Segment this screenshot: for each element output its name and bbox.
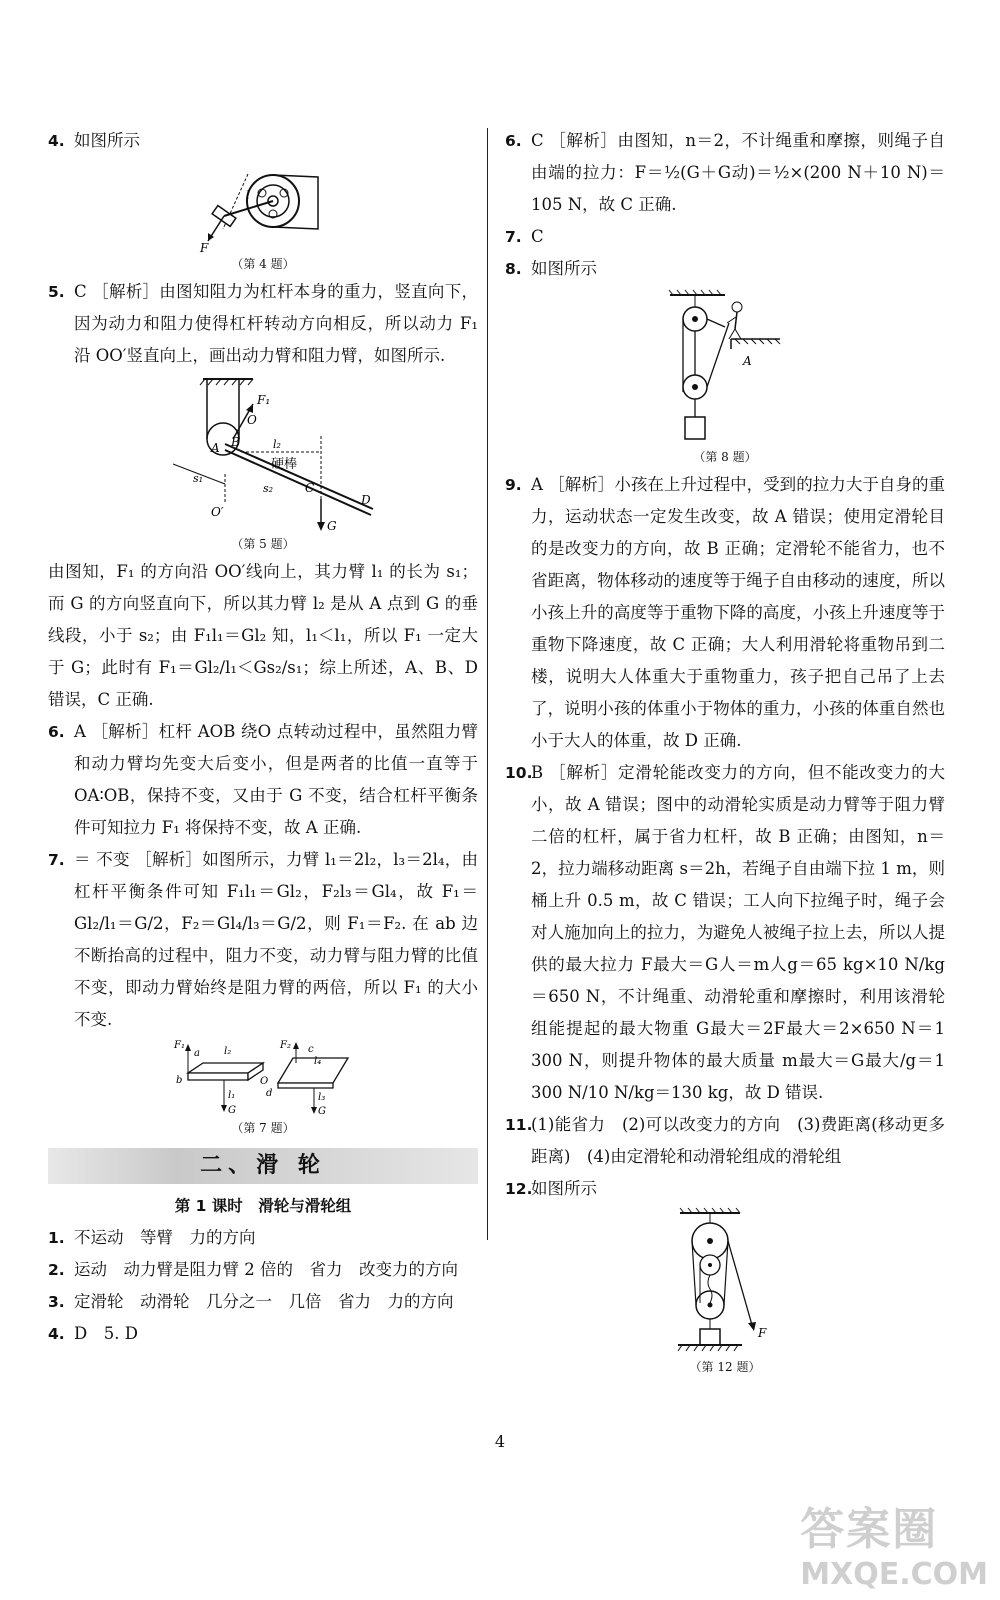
- page-number: 4: [494, 1432, 506, 1451]
- answer-text: 如图所示: [531, 259, 597, 278]
- plate-lever-diagram: [168, 1038, 358, 1118]
- figure-caption: （第 12 题）: [689, 1360, 761, 1374]
- answer-number: 3.: [48, 1293, 65, 1311]
- pulley-lever-diagram: [188, 159, 338, 254]
- answer-text: (1)能省力 (2)可以改变力的方向 (3)费距离(移动更多距离) (4)由定滑轮和动滑轮组成的滑轮组: [531, 1115, 945, 1166]
- figure-8: [505, 287, 945, 465]
- answer-number: 6.: [505, 132, 522, 150]
- answer-text: A ［解析］小孩在上升过程中，受到的拉力大于自身的重力，运动状态一定发生改变，故 A 错误；使用定滑轮目的是改变力的方向，故 B 正确；定滑轮不能省力，也不省距离，物体移动的速度等于绳子自由移动的速度，所以小孩上升的高度等于重物下降的高度，小孩上升速度等于重物下降速度，故 C 正确；大人利用滑轮将重物吊到二楼，说明大人体重大于重物重力，孩子把自己吊了上去了，说明小孩的体重小于物体的重力，小孩的体重自然也小于大人的体重，故 D 正确.: [531, 475, 945, 750]
- answer-5: [48, 276, 478, 372]
- label-l1: l₁: [228, 1090, 236, 1101]
- label-A: A: [211, 441, 220, 455]
- answer-r9: [505, 469, 945, 757]
- answer-number: 9.: [505, 476, 522, 494]
- label-G: G: [327, 519, 337, 533]
- figure-caption: （第 7 题）: [231, 1121, 295, 1135]
- arm-label: l: [246, 189, 250, 202]
- answer-number: 11.: [505, 1116, 533, 1134]
- answer-7: [48, 844, 478, 1036]
- answer-number: 2.: [48, 1261, 65, 1279]
- answer-r12: [505, 1173, 945, 1205]
- answer-number: 7.: [48, 851, 65, 869]
- label-O: O: [260, 1076, 269, 1087]
- label-A: A: [743, 354, 752, 368]
- answer-number: 12.: [505, 1180, 533, 1198]
- answer-text: 定滑轮 动滑轮 几分之一 几倍 省力 力的方向: [74, 1292, 454, 1311]
- answer-4: [48, 125, 478, 157]
- label-F1: F₁: [257, 393, 271, 407]
- label-l2: l₂: [273, 438, 281, 451]
- label-rod: 硬棒: [271, 457, 298, 472]
- answer-text: 如图所示: [74, 131, 140, 150]
- label-G: G: [228, 1105, 236, 1116]
- label-G-2: G: [318, 1106, 326, 1117]
- answer-3: [48, 1286, 478, 1318]
- answer-text: 不运动 等臂 力的方向: [74, 1228, 256, 1247]
- answer-r7: [505, 221, 945, 253]
- watermark-url: MXQE.COM: [800, 1557, 988, 1592]
- label-C: C: [305, 481, 315, 495]
- label-F1: F₁: [174, 1040, 185, 1051]
- figure-5: [48, 374, 478, 552]
- column-divider: [487, 128, 488, 1240]
- answer-number: 10.: [505, 764, 533, 782]
- figure-4: [48, 159, 478, 272]
- right-column: [505, 125, 945, 1379]
- answer-r11: [505, 1109, 945, 1173]
- answer-text: C: [531, 227, 544, 246]
- lesson-title: 第 1 课时 滑轮与滑轮组: [174, 1197, 352, 1215]
- answer-text: C ［解析］由图知，n＝2，不计绳重和摩擦，则绳子自由端的拉力：F＝½(G＋G动)＝½×(200 N＋10 N)＝105 N，故 C 正确.: [531, 131, 945, 214]
- figure-caption: （第 4 题）: [231, 257, 295, 271]
- label-a: a: [194, 1048, 200, 1059]
- label-F2: F₂: [280, 1040, 291, 1051]
- answer-text: C ［解析］由图知阻力为杠杆本身的重力，竖直向下，因为动力和阻力使得杠杆转动方向相反，所以动力 F₁ 沿 OO′竖直向上，画出动力臂和阻力臂，如图所示.: [74, 282, 478, 365]
- section-title: 二、滑 轮: [200, 1153, 326, 1178]
- force-label: F: [200, 241, 209, 254]
- pulley-block-diagram: [670, 1207, 780, 1357]
- answer-6: [48, 716, 478, 844]
- answer-text: 运动 动力臂是阻力臂 2 倍的 省力 改变力的方向: [74, 1260, 458, 1279]
- answer-number: 6.: [48, 723, 65, 741]
- answer-number: 8.: [505, 260, 522, 278]
- answer-r6: [505, 125, 945, 221]
- answer-2: [48, 1254, 478, 1286]
- label-c: c: [308, 1044, 314, 1055]
- hard-rod-diagram: [143, 374, 383, 534]
- label-b: b: [176, 1075, 183, 1086]
- answer-1: [48, 1222, 478, 1254]
- answer-number: 7.: [505, 228, 522, 246]
- answer-text: D 5. D: [74, 1324, 138, 1343]
- answer-r10: [505, 757, 945, 1109]
- label-l4: l₄: [314, 1056, 322, 1067]
- label-O-prime: O′: [211, 505, 224, 519]
- watermark-logo-text: 答案圈: [800, 1504, 939, 1555]
- answer-text: 如图所示: [531, 1179, 597, 1198]
- answer-number: 1.: [48, 1229, 65, 1247]
- answer-text: B ［解析］定滑轮能改变力的方向，但不能改变力的大小，故 A 错误；图中的动滑轮实质是动力臂等于阻力臂二倍的杠杆，属于省力杠杆，故 B 正确；由图知，n＝2，拉力端移动距离 s＝2h，若绳子自由端下拉 1 m，则桶上升 0.5 m，故 C 错误；工人向下拉绳子时，绳子会对人施加向上的拉力，为避免人被绳子拉上去，所以人提供的最大拉力 F最大＝G人＝m人g＝65 kg×10 N/kg＝650 N，不计绳重、动滑轮重和摩擦时，利用该滑轮组能提起的最大物重 G最大＝2F最大＝2×650 N＝1 300 N，则提升物体的最大质量 m最大＝G最大/g＝1 300 N/10 N/kg＝130 kg，故 D 错误.: [531, 763, 945, 1102]
- watermark: [800, 1493, 988, 1592]
- figure-caption: （第 5 题）: [231, 537, 295, 551]
- figure-7: [48, 1038, 478, 1136]
- section-banner: [48, 1148, 478, 1184]
- answer-r8: [505, 253, 945, 285]
- person-pulley-diagram: [665, 287, 785, 447]
- label-O: O: [247, 413, 257, 427]
- figure-12: [505, 1207, 945, 1375]
- label-D: D: [361, 493, 371, 507]
- answer-number: 4.: [48, 132, 65, 150]
- answer-5-continued: 由图知，F₁ 的方向沿 OO′线向上，其力臂 l₁ 的长为 s₁；而 G 的方向竖直向下，所以其力臂 l₂ 是从 A 点到 G 的垂线段，小于 s₂；由 F₁l₁＝Gl₂ 知，l₁＜l₁，所以 F₁ 一定大于 G；此时有 F₁＝Gl₂/l₁＜Gs₂/s₁；综上所述，A、B、D 错误，C 正确.: [48, 562, 478, 709]
- answer-4-5: [48, 1318, 478, 1350]
- label-s2: s₂: [263, 482, 274, 495]
- answer-number: 5.: [48, 283, 65, 301]
- figure-caption: （第 8 题）: [693, 450, 757, 464]
- label-l2: l₂: [224, 1046, 232, 1057]
- label-d: d: [266, 1088, 273, 1099]
- answer-text: A ［解析］杠杆 AOB 绕O 点转动过程中，虽然阻力臂和动力臂均先变大后变小，但是两者的比值一直等于 OA∶OB，保持不变，又由于 G 不变，结合杠杆平衡条件可知拉力 F₁ 将保持不变，故 A 正确.: [74, 722, 478, 837]
- label-l3: l₃: [318, 1092, 326, 1103]
- answer-text: ＝ 不变 ［解析］如图所示，力臂 l₁＝2l₂，l₃＝2l₄，由杠杆平衡条件可知 F₁l₁＝Gl₂，F₂l₃＝Gl₄，故 F₁＝Gl₂/l₁＝G/2，F₂＝Gl₄/l₃＝G/2，则 F₁＝F₂. 在 ab 边不断抬高的过程中，阻力不变，动力臂与阻力臂的比值不变，即动力臂始终是阻力臂的两倍，所以 F₁ 的大小不变.: [74, 850, 478, 1029]
- label-B: B: [231, 435, 240, 449]
- label-F: F: [758, 1326, 767, 1340]
- answer-number: 4.: [48, 1325, 65, 1343]
- label-s1: s₁: [193, 472, 204, 485]
- left-column: [48, 125, 478, 1350]
